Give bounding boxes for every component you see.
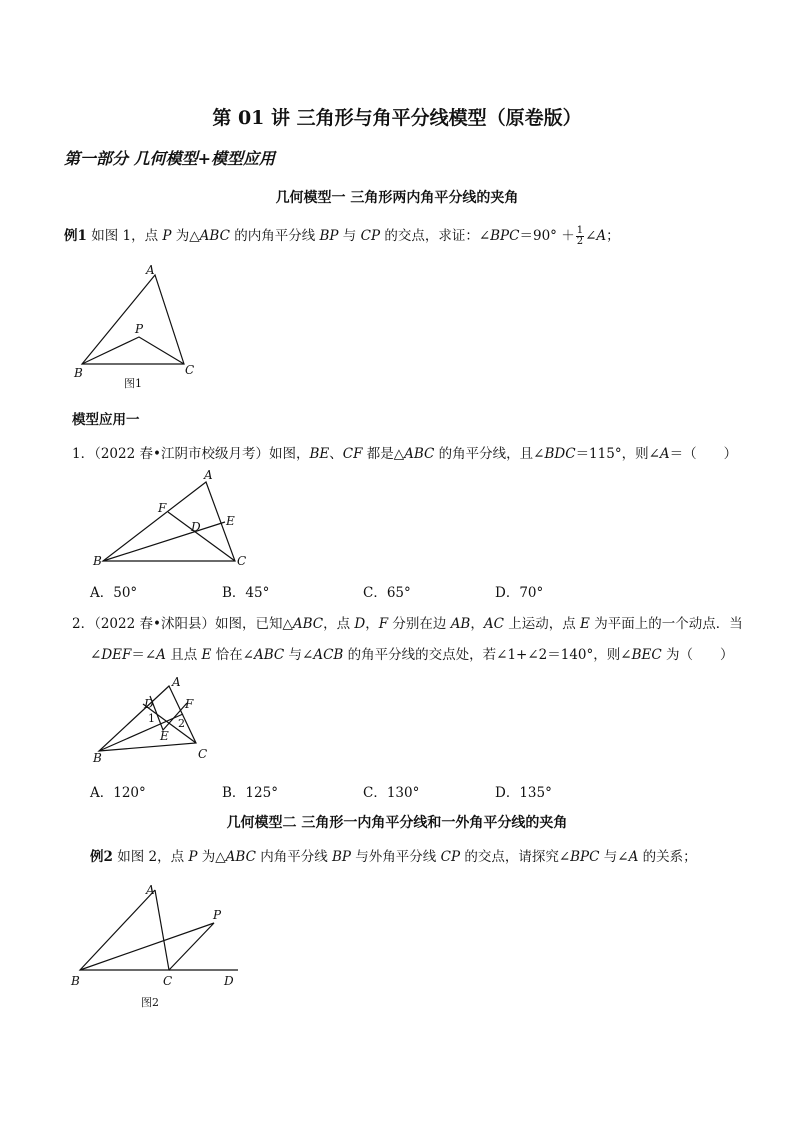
- application-heading: 模型应用一: [72, 412, 140, 428]
- q1-option-a: A．50°: [90, 585, 138, 601]
- q2-option-a: A．120°: [90, 785, 146, 801]
- question-2-text-line-1: 2．（2022 春•沭阳县）如图，已知△ABC，点 D，F 分别在边 AB，AC 上运动，点 E 为平面上的一个动点．当: [72, 616, 743, 632]
- model2-heading: 几何模型二 三角形一内角平分线和一外角平分线的夹角: [226, 815, 568, 831]
- page-title: 第 01 讲 三角形与角平分线模型（原卷版）: [212, 107, 582, 129]
- q1-option-d: D．70°: [495, 585, 544, 601]
- example2-text: 例2 如图 2，点 P 为△ABC 内角平分线 BP 与外角平分线 CP 的交点，请探究∠BPC 与∠A 的关系；: [90, 849, 697, 865]
- bisector-be: [103, 522, 225, 561]
- label-e: E: [226, 514, 235, 528]
- label-2: 2: [178, 717, 185, 730]
- figure-q1: [85, 462, 260, 574]
- q1-option-c: C．65°: [363, 585, 411, 601]
- triangle-abc: [82, 275, 184, 364]
- label-a: A: [146, 263, 155, 277]
- label-e: E: [160, 729, 169, 743]
- label-a: A: [172, 675, 181, 689]
- bisector-bp-cp: [80, 923, 214, 970]
- label-c: C: [163, 974, 173, 988]
- label-p: P: [135, 322, 144, 336]
- question-1-text: 1．（2022 春•江阴市校级月考）如图，BE、CF 都是△ABC 的角平分线，且∠BDC＝115°，则∠A＝（ ）: [72, 446, 738, 462]
- label-b: B: [93, 751, 102, 765]
- triangle-ab-bc-ca: [80, 890, 169, 970]
- label-p: P: [213, 908, 222, 922]
- part-heading: 第一部分 几何模型+模型应用: [64, 149, 275, 168]
- fraction-one-half: $\frac{1}{2}$: [576, 225, 584, 247]
- label-d: D: [191, 520, 201, 534]
- figure-1-caption: 图1: [124, 377, 142, 390]
- bisector-bp-cp: [82, 337, 184, 364]
- label-b: B: [71, 974, 80, 988]
- figure-1: [60, 260, 220, 392]
- label-a: A: [204, 468, 213, 482]
- label-c: C: [185, 363, 195, 377]
- q2-option-d: D．135°: [495, 785, 552, 801]
- q1-option-b: B．45°: [222, 585, 270, 601]
- figure-2: [66, 882, 256, 1012]
- example1-text: 例1 如图 1，点 P 为△ABC 的内角平分线 BP 与 CP 的交点，求证：∠BPC＝90° ＋ $\frac{1}{2}$ ∠A；: [64, 225, 620, 247]
- triangle-abc: [103, 482, 235, 561]
- label-1: 1: [148, 712, 155, 725]
- label-a: A: [146, 883, 155, 897]
- figure-2-caption: 图2: [141, 996, 159, 1009]
- q2-option-b: B．125°: [222, 785, 278, 801]
- model1-heading: 几何模型一 三角形两内角平分线的夹角: [275, 190, 519, 206]
- label-b: B: [93, 554, 102, 568]
- label-b: B: [74, 366, 83, 380]
- label-d: D: [224, 974, 234, 988]
- figure-q2: [88, 672, 223, 772]
- label-c: C: [198, 747, 208, 761]
- label-d: D: [144, 697, 154, 711]
- label-f: F: [158, 501, 167, 515]
- question-2-text-line-2: ∠DEF＝∠A 且点 E 恰在∠ABC 与∠ACB 的角平分线的交点处，若∠1+∠2＝140°，则∠BEC 为（ ）: [90, 647, 734, 663]
- label-c: C: [237, 554, 247, 568]
- q2-option-c: C．130°: [363, 785, 420, 801]
- label-f: F: [185, 697, 194, 711]
